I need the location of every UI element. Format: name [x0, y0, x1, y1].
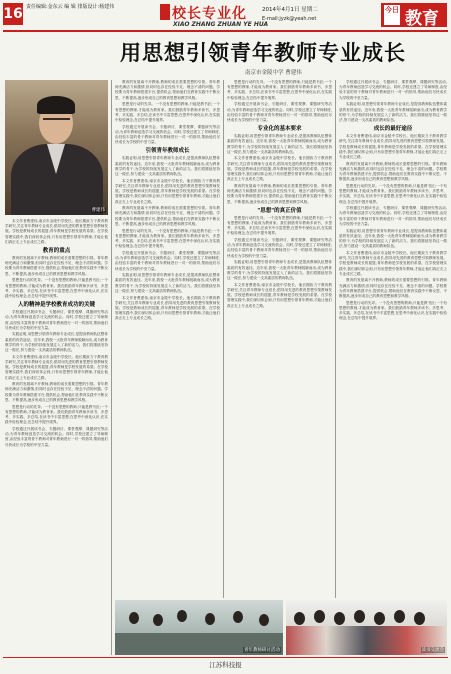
- article-headline: 用思想引领青年教师专业成长: [120, 41, 406, 65]
- paragraph: 实践证明,用思想引领青年教师专业成长,是提高教师队伍整体素质的有效途径。近年来,我校一大批青年教师脱颖而出,成为教育教学的骨干,为学校的持续发展注入了新的活力。我们将继续坚持这一做法,努力建设一支高素质的教师队伍。: [5, 332, 108, 353]
- author-portrait: [5, 80, 108, 215]
- person: [354, 610, 365, 623]
- person: [129, 612, 139, 624]
- paragraph: 教育的发展离不开教师,教师的成长需要思想的引领。青年教师充满活力和激情,但同时也存在经验不足、理念不清的问题。学校要为青年教师搭建平台,提供机会,帮助他们在教育实践中不断反思、不断提高,逐步形成自己的教育思想和教学风格。: [339, 278, 447, 299]
- logo-left: 今日: [384, 5, 400, 25]
- paragraph: 思想是行动的先导。一个没有思想的教师,只能是教书匠;一个有思想的教师,才能成为教育家。我们鼓励青年教师多读书、多思考、多实践、多总结,在读书中丰富思想,在思考中深化认识,在实践中检验理念,在总结中提升境界。: [115, 228, 220, 249]
- portrait-hair: [37, 96, 75, 114]
- photo-caption: 青年教师研讨活动: [244, 648, 280, 653]
- paragraph: 本文作者曹建伟,南京市金陵中学校长。他长期致力于教育教学研究,关注青年教师专业成长,倡导用先进的教育思想引领教师发展。学校是教师成长的摇篮,青年教师是学校发展的希望。在学校管理实践中,我们深切体会到,只有用思想引领青年教师,才能让他们真正走上专业成长之路。: [5, 219, 108, 244]
- paragraph: 本文作者曹建伟,南京市金陵中学校长。他长期致力于教育教学研究,关注青年教师专业成长,倡导用先进的教育思想引领教师发展。学校是教师成长的摇篮,青年教师是学校发展的希望。在学校管理实践中,我们深切体会到,只有用思想引领青年教师,才能让他们真正走上专业成长之路。: [339, 134, 447, 159]
- column-3: [227, 80, 332, 598]
- person: [259, 614, 269, 626]
- paragraph: 实践证明,用思想引领青年教师专业成长,是提高教师队伍整体素质的有效途径。近年来,我校一大批青年教师脱颖而出,成为教育教学的骨干,为学校的持续发展注入了新的活力。我们将继续坚持这一做法,努力建设一支高素质的教师队伍。: [227, 260, 332, 280]
- column-4: [339, 80, 447, 598]
- person: [314, 610, 325, 623]
- paragraph: 学校通过开展读书会、专题研讨、课堂观摩、课题研究等活动,为青年教师创造学习交流的机会。同时,学校还建立了导师制度,由经验丰富的骨干教师对青年教师进行一对一的指导,帮助他们尽快成长为学校的中坚力量。: [339, 80, 447, 100]
- paragraph: 教育的发展离不开教师,教师的成长需要思想的引领。青年教师充满活力和激情,但同时也存在经验不足、理念不清的问题。学校要为青年教师搭建平台,提供机会,帮助他们在教育实践中不断反思、不断提高,逐步形成自己的教育思想和教学风格。: [339, 161, 447, 182]
- subheading: 引领青年教师成长: [145, 148, 190, 155]
- paragraph: 思想是行动的先导。一个没有思想的教师,只能是教书匠;一个有思想的教师,才能成为教育家。我们鼓励青年教师多读书、多思考、多实践、多总结,在读书中丰富思想,在思考中深化认识,在实践中检验理念,在总结中提升境界。: [227, 215, 332, 236]
- newspaper-logo: [381, 3, 447, 27]
- column-pinyin: XIAO ZHANG ZHUAN YE HUA: [173, 21, 269, 28]
- article-byline: 南京市金陵中学 曹建伟: [245, 70, 302, 76]
- page-header: [0, 0, 451, 30]
- person: [177, 610, 187, 622]
- subheading: 教育的重点: [42, 248, 71, 255]
- paragraph: 学校通过开展读书会、专题研讨、课堂观摩、课题研究等活动,为青年教师创造学习交流的机会。同时,学校还建立了导师制度,由经验丰富的骨干教师对青年教师进行一对一的指导,帮助他们尽快成长为学校的中坚力量。: [227, 102, 332, 122]
- subheading: "思想"的真正价值: [257, 207, 302, 214]
- person: [394, 610, 405, 623]
- paragraph: 教育的发展离不开教师,教师的成长需要思想的引领。青年教师充满活力和激情,但同时也存在经验不足、理念不清的问题。学校要为青年教师搭建平台,提供机会,帮助他们在教育实践中不断反思、不断提高,逐步形成自己的教育思想和教学风格。: [115, 80, 220, 100]
- paragraph: 教育的发展离不开教师,教师的成长需要思想的引领。青年教师充满活力和激情,但同时也存在经验不足、理念不清的问题。学校要为青年教师搭建平台,提供机会,帮助他们在教育实践中不断反思、不断提高,逐步形成自己的教育思想和教学风格。: [5, 256, 108, 276]
- person: [294, 612, 305, 625]
- footer-rule: [3, 657, 448, 658]
- paragraph: 实践证明,用思想引领青年教师专业成长,是提高教师队伍整体素质的有效途径。近年来,我校一大批青年教师脱颖而出,成为教育教学的骨干,为学校的持续发展注入了新的活力。我们将继续坚持这一做法,努力建设一支高素质的教师队伍。: [339, 228, 447, 249]
- paragraph: 思想是行动的先导。一个没有思想的教师,只能是教书匠;一个有思想的教师,才能成为教育家。我们鼓励青年教师多读书、多思考、多实践、多总结,在读书中丰富思想,在思考中深化认识,在实践中检验理念,在总结中提升境界。: [5, 278, 108, 298]
- paragraph: 本文作者曹建伟,南京市金陵中学校长。他长期致力于教育教学研究,关注青年教师专业成长,倡导用先进的教育思想引领教师发展。学校是教师成长的摇篮,青年教师是学校发展的希望。在学校管理实践中,我们深切体会到,只有用思想引领青年教师,才能让他们真正走上专业成长之路。: [227, 156, 332, 182]
- paragraph: 学校通过开展读书会、专题研讨、课堂观摩、课题研究等活动,为青年教师创造学习交流的机会。同时,学校还建立了导师制度,由经验丰富的骨干教师对青年教师进行一对一的指导,帮助他们尽快成长为学校的中坚力量。: [115, 250, 220, 271]
- paragraph: 教育的发展离不开教师,教师的成长需要思想的引领。青年教师充满活力和激情,但同时也存在经验不足、理念不清的问题。学校要为青年教师搭建平台,提供机会,帮助他们在教育实践中不断反思、不断提高,逐步形成自己的教育思想和教学风格。: [5, 382, 108, 402]
- paragraph: 思想是行动的先导。一个没有思想的教师,只能是教书匠;一个有思想的教师,才能成为教育家。我们鼓励青年教师多读书、多思考、多实践、多总结,在读书中丰富思想,在思考中深化认识,在实践中检验理念,在总结中提升境界。: [227, 80, 332, 100]
- paragraph: 思想是行动的先导。一个没有思想的教师,只能是教书匠;一个有思想的教师,才能成为教育家。我们鼓励青年教师多读书、多思考、多实践、多总结,在读书中丰富思想,在思考中深化认识,在实践中检验理念,在总结中提升境界。: [339, 183, 447, 204]
- photo-credit: 曹建伟: [91, 208, 105, 213]
- photo-caption: 读书交流会: [421, 648, 444, 653]
- paragraph: 实践证明,用思想引领青年教师专业成长,是提高教师队伍整体素质的有效途径。近年来,我校一大批青年教师脱颖而出,成为教育教学的骨干,为学校的持续发展注入了新的活力。我们将继续坚持这一做法,努力建设一支高素质的教师队伍。: [339, 102, 447, 122]
- issue-date: 2014年4月1日 星期二: [262, 7, 318, 13]
- paragraph: 实践证明,用思想引领青年教师专业成长,是提高教师队伍整体素质的有效途径。近年来,我校一大批青年教师脱颖而出,成为教育教学的骨干,为学校的持续发展注入了新的活力。我们将继续坚持这一做法,努力建设一支高素质的教师队伍。: [115, 273, 220, 293]
- page-number: 16: [3, 3, 23, 25]
- column-divider: [111, 80, 112, 655]
- paragraph: 学校通过开展读书会、专题研讨、课堂观摩、课题研究等活动,为青年教师创造学习交流的机会。同时,学校还建立了导师制度,由经验丰富的骨干教师对青年教师进行一对一的指导,帮助他们尽快成长为学校的中坚力量。: [227, 238, 332, 258]
- group-photo-1: [115, 600, 283, 655]
- paragraph: 教育的发展离不开教师,教师的成长需要思想的引领。青年教师充满活力和激情,但同时也存在经验不足、理念不清的问题。学校要为青年教师搭建平台,提供机会,帮助他们在教育实践中不断反思、不断提高,逐步形成自己的教育思想和教学风格。: [115, 206, 220, 226]
- column-1: [5, 219, 108, 654]
- paragraph: 思想是行动的先导。一个没有思想的教师,只能是教书匠;一个有思想的教师,才能成为教育家。我们鼓励青年教师多读书、多思考、多实践、多总结,在读书中丰富思想,在思考中深化认识,在实践中检验理念,在总结中提升境界。: [339, 300, 447, 321]
- subheading: 成长的最好途径: [373, 126, 413, 133]
- person: [153, 614, 163, 626]
- person: [374, 612, 385, 625]
- paragraph: 学校通过开展读书会、专题研讨、课堂观摩、课题研究等活动,为青年教师创造学习交流的机会。同时,学校还建立了导师制度,由经验丰富的骨干教师对青年教师进行一对一的指导,帮助他们尽快成长为学校的中坚力量。: [115, 124, 220, 145]
- person: [414, 612, 425, 625]
- paragraph: 学校通过开展读书会、专题研讨、课堂观摩、课题研究等活动,为青年教师创造学习交流的机会。同时,学校还建立了导师制度,由经验丰富的骨干教师对青年教师进行一对一的指导,帮助他们尽快成长为学校的中坚力量。: [5, 310, 108, 330]
- portrait-glasses: [43, 118, 70, 126]
- paragraph: 本文作者曹建伟,南京市金陵中学校长。他长期致力于教育教学研究,关注青年教师专业成长,倡导用先进的教育思想引领教师发展。学校是教师成长的摇篮,青年教师是学校发展的希望。在学校管理实践中,我们深切体会到,只有用思想引领青年教师,才能让他们真正走上专业成长之路。: [227, 282, 332, 308]
- logo-right: 教育: [405, 9, 439, 29]
- person: [334, 612, 345, 625]
- paragraph: 思想是行动的先导。一个没有思想的教师,只能是教书匠;一个有思想的教师,才能成为教育家。我们鼓励青年教师多读书、多思考、多实践、多总结,在读书中丰富思想,在思考中深化认识,在实践中检验理念,在总结中提升境界。: [5, 404, 108, 425]
- paragraph: 教育的发展离不开教师,教师的成长需要思想的引领。青年教师充满活力和激情,但同时也存在经验不足、理念不清的问题。学校要为青年教师搭建平台,提供机会,帮助他们在教育实践中不断反思、不断提高,逐步形成自己的教育思想和教学风格。: [227, 183, 332, 204]
- paragraph: 本文作者曹建伟,南京市金陵中学校长。他长期致力于教育教学研究,关注青年教师专业成长,倡导用先进的教育思想引领教师发展。学校是教师成长的摇篮,青年教师是学校发展的希望。在学校管理实践中,我们深切体会到,只有用思想引领青年教师,才能让他们真正走上专业成长之路。: [115, 295, 220, 321]
- group-photo-2: [286, 600, 447, 655]
- paragraph: 学校通过开展读书会、专题研讨、课堂观摩、课题研究等活动,为青年教师创造学习交流的机会。同时,学校还建立了导师制度,由经验丰富的骨干教师对青年教师进行一对一的指导,帮助他们尽快成长为学校的中坚力量。: [339, 206, 447, 226]
- paragraph: 实践证明,用思想引领青年教师专业成长,是提高教师队伍整体素质的有效途径。近年来,我校一大批青年教师脱颖而出,成为教育教学的骨干,为学校的持续发展注入了新的活力。我们将继续坚持这一做法,努力建设一支高素质的教师队伍。: [115, 156, 220, 177]
- paragraph: 本文作者曹建伟,南京市金陵中学校长。他长期致力于教育教学研究,关注青年教师专业成长,倡导用先进的教育思想引领教师发展。学校是教师成长的摇篮,青年教师是学校发展的希望。在学校管理实践中,我们深切体会到,只有用思想引领青年教师,才能让他们真正走上专业成长之路。: [5, 354, 108, 380]
- column-2: [115, 80, 220, 598]
- column-divider: [335, 80, 336, 598]
- person: [205, 613, 215, 625]
- editor-info: 责任编辑:金东云 编 辑 排版设计:杨建伟: [26, 4, 115, 10]
- column-divider: [223, 80, 224, 598]
- header-rule: [3, 30, 448, 32]
- paragraph: 本文作者曹建伟,南京市金陵中学校长。他长期致力于教育教学研究,关注青年教师专业成长,倡导用先进的教育思想引领教师发展。学校是教师成长的摇篮,青年教师是学校发展的希望。在学校管理实践中,我们深切体会到,只有用思想引领青年教师,才能让他们真正走上专业成长之路。: [339, 250, 447, 276]
- paragraph: 本文作者曹建伟,南京市金陵中学校长。他长期致力于教育教学研究,关注青年教师专业成长,倡导用先进的教育思想引领教师发展。学校是教师成长的摇篮,青年教师是学校发展的希望。在学校管理实践中,我们深切体会到,只有用思想引领青年教师,才能让他们真正走上专业成长之路。: [115, 178, 220, 204]
- newspaper-name: 江苏科技报: [209, 661, 242, 669]
- column-title: 校长专业化: [172, 6, 247, 22]
- person: [233, 611, 243, 623]
- subheading: 人的精神是学校教育成功的关键: [17, 302, 95, 309]
- paragraph: 思想是行动的先导。一个没有思想的教师,只能是教书匠;一个有思想的教师,才能成为教育家。我们鼓励青年教师多读书、多思考、多实践、多总结,在读书中丰富思想,在思考中深化认识,在实践中检验理念,在总结中提升境界。: [115, 102, 220, 122]
- contact-email: E-mail:jyzk@yeah.net: [262, 16, 317, 22]
- paragraph: 实践证明,用思想引领青年教师专业成长,是提高教师队伍整体素质的有效途径。近年来,我校一大批青年教师脱颖而出,成为教育教学的骨干,为学校的持续发展注入了新的活力。我们将继续坚持这一做法,努力建设一支高素质的教师队伍。: [227, 134, 332, 154]
- column-marker: [160, 4, 170, 20]
- paragraph: 学校通过开展读书会、专题研讨、课堂观摩、课题研究等活动,为青年教师创造学习交流的机会。同时,学校还建立了导师制度,由经验丰富的骨干教师对青年教师进行一对一的指导,帮助他们尽快成长为学校的中坚力量。: [5, 426, 108, 447]
- subheading: 专业化的基本要求: [257, 126, 302, 133]
